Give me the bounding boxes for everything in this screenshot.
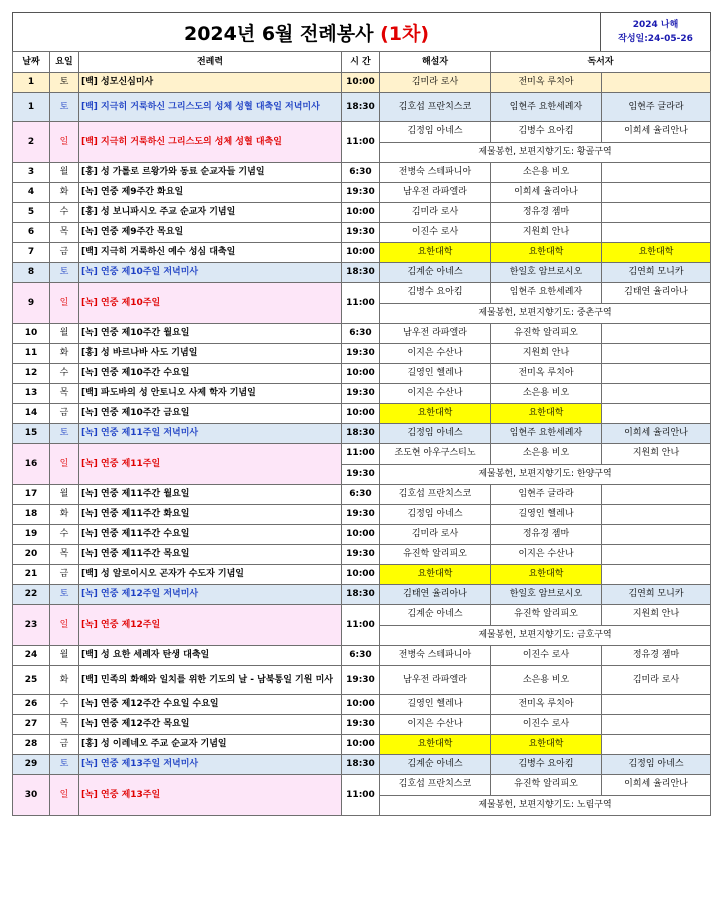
date-cell: 27 bbox=[13, 715, 50, 735]
date-cell: 26 bbox=[13, 695, 50, 715]
table-row bbox=[13, 243, 711, 263]
time-cell: 6:30 bbox=[342, 163, 380, 183]
created-date: 작성일:24-05-26 bbox=[618, 34, 693, 44]
date-cell: 25 bbox=[13, 666, 50, 695]
reader-cell-1: 김병수 요아킴 bbox=[491, 755, 602, 775]
reader-cell-1: 임현주 글라라 bbox=[491, 485, 602, 505]
reader-cell-2 bbox=[602, 404, 711, 424]
table-row bbox=[13, 695, 711, 715]
weekday-cell: 수 bbox=[50, 203, 79, 223]
commentator-cell: 이지은 수산나 bbox=[380, 715, 491, 735]
reader-cell-1: 전미옥 루치아 bbox=[491, 695, 602, 715]
table-row bbox=[13, 183, 711, 203]
column-header-row bbox=[13, 52, 711, 73]
commentator-cell: 요한대학 bbox=[380, 735, 491, 755]
table-row bbox=[13, 223, 711, 243]
time-cell: 19:30 bbox=[342, 545, 380, 565]
reader-cell-1: 유진학 알리피오 bbox=[491, 324, 602, 344]
commentator-cell: 길영인 헬레나 bbox=[380, 695, 491, 715]
date-cell: 15 bbox=[13, 424, 50, 444]
time-cell: 10:00 bbox=[342, 243, 380, 263]
time-cell: 19:30 bbox=[342, 223, 380, 243]
reader-cell-2: 김태연 율리아나 bbox=[602, 283, 711, 304]
weekday-cell: 월 bbox=[50, 324, 79, 344]
liturgy-cell: [녹] 연중 제11주간 수요일 bbox=[79, 525, 342, 545]
reader-cell-2 bbox=[602, 344, 711, 364]
time-cell: 11:00 bbox=[342, 775, 380, 816]
date-cell: 20 bbox=[13, 545, 50, 565]
date-cell: 17 bbox=[13, 485, 50, 505]
reader-cell-1: 길영인 헬레나 bbox=[491, 505, 602, 525]
liturgy-cell: [녹] 연중 제12주일 저녁미사 bbox=[79, 585, 342, 605]
time-cell: 11:00 bbox=[342, 444, 380, 465]
liturgy-cell: [백] 지극히 거룩하신 그리스도의 성체 성혈 대축일 bbox=[79, 122, 342, 163]
table-row bbox=[13, 444, 711, 465]
col-header-commentator: 해설자 bbox=[380, 52, 491, 73]
reader-cell-2: 요한대학 bbox=[602, 243, 711, 263]
reader-cell-1: 요한대학 bbox=[491, 565, 602, 585]
reader-cell-1: 소은용 비오 bbox=[491, 444, 602, 465]
reader-cell-2: 김연희 모니카 bbox=[602, 585, 711, 605]
table-row bbox=[13, 364, 711, 384]
commentator-cell: 유진학 알리피오 bbox=[380, 545, 491, 565]
time-cell: 11:00 bbox=[342, 122, 380, 163]
date-cell: 1 bbox=[13, 93, 50, 122]
col-header-reader: 독서자 bbox=[491, 52, 711, 73]
reader-cell-2: 지원희 안나 bbox=[602, 605, 711, 626]
date-cell: 16 bbox=[13, 444, 50, 485]
reader-cell-1: 요한대학 bbox=[491, 735, 602, 755]
liturgy-cell: [녹] 연중 제12주간 수요일 수요일 bbox=[79, 695, 342, 715]
time-cell: 19:30 bbox=[342, 666, 380, 695]
commentator-cell: 김병수 요아킴 bbox=[380, 283, 491, 304]
col-header-liturgy: 전례력 bbox=[79, 52, 342, 73]
col-header-date: 날짜 bbox=[13, 52, 50, 73]
table-row bbox=[13, 283, 711, 304]
reader-cell-2 bbox=[602, 324, 711, 344]
weekday-cell: 화 bbox=[50, 666, 79, 695]
weekday-cell: 일 bbox=[50, 122, 79, 163]
reader-cell-1: 요한대학 bbox=[491, 243, 602, 263]
reader-cell-2: 김연희 모니카 bbox=[602, 263, 711, 283]
reader-cell-2 bbox=[602, 485, 711, 505]
table-row bbox=[13, 163, 711, 183]
liturgy-cell: [홍] 성 보니파시오 주교 순교자 기념일 bbox=[79, 203, 342, 223]
reader-cell-1: 임현주 요한세례자 bbox=[491, 93, 602, 122]
table-row bbox=[13, 755, 711, 775]
reader-cell-1: 유진학 알리피오 bbox=[491, 605, 602, 626]
date-cell: 23 bbox=[13, 605, 50, 646]
weekday-cell: 일 bbox=[50, 283, 79, 324]
table-row bbox=[13, 525, 711, 545]
liturgy-cell: [녹] 연중 제10주간 금요일 bbox=[79, 404, 342, 424]
date-cell: 21 bbox=[13, 565, 50, 585]
reader-cell-2: 이희세 율리안나 bbox=[602, 424, 711, 444]
commentator-cell: 김정임 아네스 bbox=[380, 424, 491, 444]
commentator-cell: 요한대학 bbox=[380, 404, 491, 424]
commentator-cell: 조도현 아우구스티노 bbox=[380, 444, 491, 465]
reader-cell-2 bbox=[602, 545, 711, 565]
reader-cell-1: 소은용 비오 bbox=[491, 163, 602, 183]
reader-cell-1: 한일호 암브로시오 bbox=[491, 263, 602, 283]
commentator-cell: 남우전 라파엘라 bbox=[380, 183, 491, 203]
time-cell: 19:30 bbox=[342, 715, 380, 735]
commentator-cell: 이지은 수산나 bbox=[380, 344, 491, 364]
commentator-cell: 김호섭 프란치스코 bbox=[380, 485, 491, 505]
liturgy-cell: [백] 민족의 화해와 일치를 위한 기도의 날 - 남북통일 기원 미사 bbox=[79, 666, 342, 695]
date-cell: 13 bbox=[13, 384, 50, 404]
offertory-note-cell: 제물봉헌, 보편지향기도: 노림구역 bbox=[380, 795, 711, 816]
commentator-cell: 남우전 라파엘라 bbox=[380, 666, 491, 695]
page-title bbox=[13, 13, 601, 52]
weekday-cell: 일 bbox=[50, 605, 79, 646]
liturgy-cell: [녹] 연중 제11주일 bbox=[79, 444, 342, 485]
weekday-cell: 목 bbox=[50, 545, 79, 565]
schedule-sheet bbox=[12, 12, 710, 816]
reader-cell-1: 정유경 젬마 bbox=[491, 525, 602, 545]
commentator-cell: 요한대학 bbox=[380, 243, 491, 263]
title-main: 2024년 6월 전례봉사 bbox=[183, 22, 381, 45]
weekday-cell: 토 bbox=[50, 263, 79, 283]
liturgy-cell: [녹] 연중 제13주일 bbox=[79, 775, 342, 816]
weekday-cell: 금 bbox=[50, 243, 79, 263]
time-cell: 18:30 bbox=[342, 755, 380, 775]
liturgy-cell: [녹] 연중 제11주간 화요일 bbox=[79, 505, 342, 525]
commentator-cell: 이지은 수산나 bbox=[380, 384, 491, 404]
offertory-note-cell: 제물봉헌, 보편지향기도: 중촌구역 bbox=[380, 303, 711, 324]
reader-cell-2 bbox=[602, 203, 711, 223]
reader-cell-2: 이희세 율리안나 bbox=[602, 122, 711, 143]
commentator-cell: 김계순 아네스 bbox=[380, 605, 491, 626]
date-cell: 18 bbox=[13, 505, 50, 525]
parish-year: 2024 나해 bbox=[632, 20, 679, 30]
weekday-cell: 화 bbox=[50, 344, 79, 364]
commentator-cell: 김미라 로사 bbox=[380, 203, 491, 223]
col-header-day: 요일 bbox=[50, 52, 79, 73]
date-cell: 6 bbox=[13, 223, 50, 243]
date-cell: 11 bbox=[13, 344, 50, 364]
col-header-time: 시 간 bbox=[342, 52, 380, 73]
reader-cell-1: 전미옥 루치아 bbox=[491, 364, 602, 384]
weekday-cell: 금 bbox=[50, 404, 79, 424]
commentator-cell: 김호섭 프란치스코 bbox=[380, 775, 491, 796]
date-cell: 29 bbox=[13, 755, 50, 775]
title-sub: (1차) bbox=[380, 22, 430, 45]
reader-cell-2 bbox=[602, 183, 711, 203]
commentator-cell: 김정임 아네스 bbox=[380, 122, 491, 143]
time-cell: 10:00 bbox=[342, 203, 380, 223]
reader-cell-1: 김병수 요아킴 bbox=[491, 122, 602, 143]
weekday-cell: 월 bbox=[50, 485, 79, 505]
weekday-cell: 수 bbox=[50, 695, 79, 715]
reader-cell-2 bbox=[602, 73, 711, 93]
table-row bbox=[13, 646, 711, 666]
date-cell: 4 bbox=[13, 183, 50, 203]
commentator-cell: 김호섭 프란치스코 bbox=[380, 93, 491, 122]
liturgy-cell: [녹] 연중 제12주간 목요일 bbox=[79, 715, 342, 735]
date-cell: 5 bbox=[13, 203, 50, 223]
date-cell: 19 bbox=[13, 525, 50, 545]
reader-cell-2: 임현주 글라라 bbox=[602, 93, 711, 122]
date-cell: 2 bbox=[13, 122, 50, 163]
time-cell-evening: 19:30 bbox=[342, 464, 380, 485]
reader-cell-2 bbox=[602, 735, 711, 755]
liturgy-cell: [홍] 성 가롤로 르왕가와 동료 순교자들 기념일 bbox=[79, 163, 342, 183]
liturgy-cell: [홍] 성 이레네오 주교 순교자 기념일 bbox=[79, 735, 342, 755]
commentator-cell: 김태연 율리아나 bbox=[380, 585, 491, 605]
time-cell: 18:30 bbox=[342, 263, 380, 283]
time-cell: 19:30 bbox=[342, 384, 380, 404]
liturgy-cell: [녹] 연중 제11주간 목요일 bbox=[79, 545, 342, 565]
liturgy-cell: [녹] 연중 제13주일 저녁미사 bbox=[79, 755, 342, 775]
time-cell: 10:00 bbox=[342, 565, 380, 585]
time-cell: 10:00 bbox=[342, 735, 380, 755]
table-row bbox=[13, 73, 711, 93]
date-cell: 7 bbox=[13, 243, 50, 263]
reader-cell-1: 이진수 로사 bbox=[491, 715, 602, 735]
table-row bbox=[13, 424, 711, 444]
commentator-cell: 김미라 로사 bbox=[380, 525, 491, 545]
table-row bbox=[13, 324, 711, 344]
reader-cell-1: 이진수 로사 bbox=[491, 646, 602, 666]
weekday-cell: 화 bbox=[50, 505, 79, 525]
weekday-cell: 목 bbox=[50, 223, 79, 243]
table-row bbox=[13, 505, 711, 525]
offertory-note-cell: 제물봉헌, 보편지향기도: 금호구역 bbox=[380, 625, 711, 646]
reader-cell-2 bbox=[602, 163, 711, 183]
date-cell: 8 bbox=[13, 263, 50, 283]
time-cell: 10:00 bbox=[342, 364, 380, 384]
weekday-cell: 목 bbox=[50, 384, 79, 404]
reader-cell-1: 한일호 암브로시오 bbox=[491, 585, 602, 605]
table-row bbox=[13, 775, 711, 796]
reader-cell-2 bbox=[602, 695, 711, 715]
reader-cell-2: 김미라 로사 bbox=[602, 666, 711, 695]
reader-cell-2 bbox=[602, 525, 711, 545]
commentator-cell: 김미라 로사 bbox=[380, 73, 491, 93]
weekday-cell: 토 bbox=[50, 755, 79, 775]
liturgy-cell: [녹] 연중 제11주일 저녁미사 bbox=[79, 424, 342, 444]
reader-cell-1: 전미옥 루치아 bbox=[491, 73, 602, 93]
table-row bbox=[13, 666, 711, 695]
reader-cell-1: 임현주 요한세례자 bbox=[491, 283, 602, 304]
weekday-cell: 일 bbox=[50, 775, 79, 816]
liturgy-cell: [녹] 연중 제9주간 화요일 bbox=[79, 183, 342, 203]
time-cell: 6:30 bbox=[342, 324, 380, 344]
commentator-cell: 남우전 라파엘라 bbox=[380, 324, 491, 344]
liturgy-cell: [홍] 성 바르나바 사도 기념일 bbox=[79, 344, 342, 364]
reader-cell-1: 정유경 젬마 bbox=[491, 203, 602, 223]
weekday-cell: 화 bbox=[50, 183, 79, 203]
reader-cell-1: 요한대학 bbox=[491, 404, 602, 424]
commentator-cell: 김계순 아네스 bbox=[380, 263, 491, 283]
offertory-note-cell: 제물봉헌, 보편지향기도: 한양구역 bbox=[380, 464, 711, 485]
liturgy-cell: [백] 파도바의 성 안토니오 사제 학자 기념일 bbox=[79, 384, 342, 404]
weekday-cell: 토 bbox=[50, 585, 79, 605]
commentator-cell: 요한대학 bbox=[380, 565, 491, 585]
weekday-cell: 수 bbox=[50, 364, 79, 384]
date-cell: 22 bbox=[13, 585, 50, 605]
weekday-cell: 토 bbox=[50, 424, 79, 444]
weekday-cell: 목 bbox=[50, 715, 79, 735]
liturgy-cell: [백] 성 요한 세례자 탄생 대축일 bbox=[79, 646, 342, 666]
reader-cell-1: 이희세 율리아나 bbox=[491, 183, 602, 203]
weekday-cell: 금 bbox=[50, 735, 79, 755]
time-cell: 19:30 bbox=[342, 344, 380, 364]
reader-cell-1: 유진학 알리피오 bbox=[491, 775, 602, 796]
reader-cell-2 bbox=[602, 505, 711, 525]
date-cell: 1 bbox=[13, 73, 50, 93]
date-cell: 14 bbox=[13, 404, 50, 424]
reader-cell-1: 임현주 요한세례자 bbox=[491, 424, 602, 444]
table-row bbox=[13, 545, 711, 565]
time-cell: 11:00 bbox=[342, 283, 380, 324]
liturgy-cell: [녹] 연중 제9주간 목요일 bbox=[79, 223, 342, 243]
schedule-body bbox=[13, 73, 711, 816]
liturgy-cell: [백] 지극히 거룩하신 그리스도의 성체 성혈 대축일 저녁미사 bbox=[79, 93, 342, 122]
reader-cell-1: 지원희 안나 bbox=[491, 344, 602, 364]
weekday-cell: 월 bbox=[50, 163, 79, 183]
liturgy-cell: [백] 성모신심미사 bbox=[79, 73, 342, 93]
reader-cell-2 bbox=[602, 565, 711, 585]
commentator-cell: 이진수 로사 bbox=[380, 223, 491, 243]
liturgy-cell: [녹] 연중 제10주일 bbox=[79, 283, 342, 324]
table-row bbox=[13, 735, 711, 755]
liturgy-cell: [녹] 연중 제10주간 수요일 bbox=[79, 364, 342, 384]
reader-cell-1: 이지은 수산나 bbox=[491, 545, 602, 565]
table-row bbox=[13, 565, 711, 585]
table-row bbox=[13, 263, 711, 283]
header-meta bbox=[601, 13, 711, 52]
table-row bbox=[13, 122, 711, 143]
time-cell: 6:30 bbox=[342, 485, 380, 505]
time-cell: 19:30 bbox=[342, 505, 380, 525]
table-row bbox=[13, 605, 711, 626]
weekday-cell: 월 bbox=[50, 646, 79, 666]
offertory-note-cell: 제물봉헌, 보편지향기도: 황골구역 bbox=[380, 142, 711, 163]
date-cell: 24 bbox=[13, 646, 50, 666]
liturgy-cell: [백] 성 알로이시오 곤자가 수도자 기념일 bbox=[79, 565, 342, 585]
date-cell: 10 bbox=[13, 324, 50, 344]
reader-cell-2 bbox=[602, 223, 711, 243]
time-cell: 11:00 bbox=[342, 605, 380, 646]
commentator-cell: 전병숙 스테파니아 bbox=[380, 163, 491, 183]
reader-cell-1: 소은용 비오 bbox=[491, 666, 602, 695]
time-cell: 10:00 bbox=[342, 73, 380, 93]
header-table bbox=[12, 12, 711, 52]
commentator-cell: 길영인 헬레나 bbox=[380, 364, 491, 384]
commentator-cell: 김계순 아네스 bbox=[380, 755, 491, 775]
weekday-cell: 일 bbox=[50, 444, 79, 485]
table-row bbox=[13, 485, 711, 505]
table-row bbox=[13, 203, 711, 223]
table-row bbox=[13, 93, 711, 122]
liturgy-cell: [녹] 연중 제10주일 저녁미사 bbox=[79, 263, 342, 283]
reader-cell-2: 이희세 율리안나 bbox=[602, 775, 711, 796]
weekday-cell: 토 bbox=[50, 93, 79, 122]
time-cell: 18:30 bbox=[342, 424, 380, 444]
reader-cell-1: 소은용 비오 bbox=[491, 384, 602, 404]
reader-cell-2: 정유경 젬마 bbox=[602, 646, 711, 666]
reader-cell-2: 김정임 아네스 bbox=[602, 755, 711, 775]
time-cell: 6:30 bbox=[342, 646, 380, 666]
liturgy-cell: [녹] 연중 제11주간 월요일 bbox=[79, 485, 342, 505]
date-cell: 3 bbox=[13, 163, 50, 183]
commentator-cell: 김정임 아네스 bbox=[380, 505, 491, 525]
reader-cell-2 bbox=[602, 384, 711, 404]
time-cell: 18:30 bbox=[342, 585, 380, 605]
time-cell: 10:00 bbox=[342, 404, 380, 424]
schedule-table bbox=[12, 51, 711, 816]
date-cell: 30 bbox=[13, 775, 50, 816]
time-cell: 19:30 bbox=[342, 183, 380, 203]
reader-cell-2 bbox=[602, 364, 711, 384]
time-cell: 10:00 bbox=[342, 525, 380, 545]
reader-cell-2 bbox=[602, 715, 711, 735]
date-cell: 9 bbox=[13, 283, 50, 324]
reader-cell-2: 지원희 안나 bbox=[602, 444, 711, 465]
table-row bbox=[13, 715, 711, 735]
commentator-cell: 전병숙 스테파니아 bbox=[380, 646, 491, 666]
reader-cell-1: 지원희 안나 bbox=[491, 223, 602, 243]
table-row bbox=[13, 344, 711, 364]
date-cell: 28 bbox=[13, 735, 50, 755]
time-cell: 18:30 bbox=[342, 93, 380, 122]
table-row bbox=[13, 585, 711, 605]
table-row bbox=[13, 384, 711, 404]
weekday-cell: 토 bbox=[50, 73, 79, 93]
liturgy-cell: [녹] 연중 제12주일 bbox=[79, 605, 342, 646]
weekday-cell: 수 bbox=[50, 525, 79, 545]
time-cell: 10:00 bbox=[342, 695, 380, 715]
date-cell: 12 bbox=[13, 364, 50, 384]
weekday-cell: 금 bbox=[50, 565, 79, 585]
liturgy-cell: [녹] 연중 제10주간 월요일 bbox=[79, 324, 342, 344]
table-row bbox=[13, 404, 711, 424]
liturgy-cell: [백] 지극히 거룩하신 예수 성심 대축일 bbox=[79, 243, 342, 263]
